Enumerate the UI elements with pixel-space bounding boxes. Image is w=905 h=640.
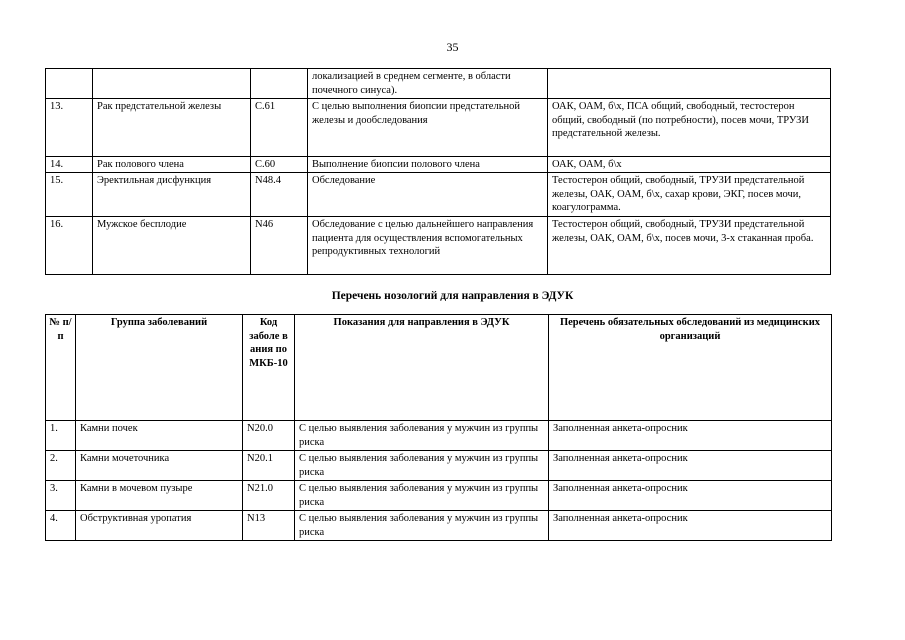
row-number: 3.	[46, 481, 76, 511]
required-exams: Заполненная анкета-опросник	[549, 421, 832, 451]
required-exams	[548, 69, 831, 99]
table-row	[46, 173, 831, 217]
table-header-row	[46, 315, 832, 421]
row-number: 13.	[46, 99, 93, 157]
page-number: 35	[446, 40, 459, 54]
indication: С целью выполнения биопсии предстательной железы и дообследования	[308, 99, 548, 157]
disease-name: Эректильная дисфункция	[93, 173, 251, 217]
section-title: Перечень нозологий для направления в ЭДУК	[331, 290, 574, 302]
icd-code: N21.0	[243, 481, 295, 511]
nosology-table	[45, 314, 832, 541]
disease-group: Камни мочеточника	[76, 451, 243, 481]
table-row	[46, 481, 832, 511]
diagnosis-table-continued	[45, 68, 831, 275]
icd-code: N20.1	[243, 451, 295, 481]
row-number: 15.	[46, 173, 93, 217]
table-row	[46, 157, 831, 173]
row-number: 16.	[46, 217, 93, 275]
required-exams: ОАК, ОАМ, б\х	[548, 157, 831, 173]
disease-name: Мужское бесплодие	[93, 217, 251, 275]
indication: С целью выявления заболевания у мужчин из группы риска	[295, 451, 549, 481]
required-exams: ОАК, ОАМ, б\х, ПСА общий, свободный, тестостерон общий, свободный (по потребности), посев мочи, ТРУЗИ предстательной железы.	[548, 99, 831, 157]
row-number	[46, 69, 93, 99]
disease-name: Рак полового члена	[93, 157, 251, 173]
header-indication: Показания для направления в ЭДУК	[295, 315, 549, 421]
row-number: 2.	[46, 451, 76, 481]
table-row	[46, 421, 832, 451]
icd-code: N20.0	[243, 421, 295, 451]
required-exams: Заполненная анкета-опросник	[549, 481, 832, 511]
row-number: 4.	[46, 511, 76, 541]
header-code: Код заболе в ания по МКБ-10	[243, 315, 295, 421]
row-number: 14.	[46, 157, 93, 173]
required-exams: Тестостерон общий, свободный, ТРУЗИ предстательной железы, ОАК, ОАМ, б\х, сахар крови, ЭКГ, посев мочи, коагулограмма.	[548, 173, 831, 217]
icd-code: N13	[243, 511, 295, 541]
indication: локализацией в среднем сегменте, в области почечного синуса).	[308, 69, 548, 99]
header-exams: Перечень обязательных обследований из медицинских организаций	[549, 315, 832, 421]
required-exams: Тестостерон общий, свободный, ТРУЗИ предстательной железы, ОАК, ОАМ, б\х, посев мочи, 3-х стаканная проба.	[548, 217, 831, 275]
icd-code: N46	[251, 217, 308, 275]
disease-name	[93, 69, 251, 99]
icd-code	[251, 69, 308, 99]
table-row	[46, 99, 831, 157]
header-number: № п/п	[46, 315, 76, 421]
table-row	[46, 217, 831, 275]
table-row	[46, 69, 831, 99]
indication: Выполнение биопсии полового члена	[308, 157, 548, 173]
icd-code: C.60	[251, 157, 308, 173]
icd-code: N48.4	[251, 173, 308, 217]
row-number: 1.	[46, 421, 76, 451]
required-exams: Заполненная анкета-опросник	[549, 451, 832, 481]
indication: Обследование	[308, 173, 548, 217]
disease-name: Рак предстательной железы	[93, 99, 251, 157]
table-row	[46, 451, 832, 481]
icd-code: C.61	[251, 99, 308, 157]
indication: Обследование с целью дальнейшего направления пациента для осуществления вспомогательных репродуктивных технологий	[308, 217, 548, 275]
header-group: Группа заболеваний	[76, 315, 243, 421]
indication: С целью выявления заболевания у мужчин из группы риска	[295, 421, 549, 451]
indication: С целью выявления заболевания у мужчин из группы риска	[295, 511, 549, 541]
disease-group: Обструктивная уропатия	[76, 511, 243, 541]
required-exams: Заполненная анкета-опросник	[549, 511, 832, 541]
indication: С целью выявления заболевания у мужчин из группы риска	[295, 481, 549, 511]
disease-group: Камни в мочевом пузыре	[76, 481, 243, 511]
table-row	[46, 511, 832, 541]
disease-group: Камни почек	[76, 421, 243, 451]
